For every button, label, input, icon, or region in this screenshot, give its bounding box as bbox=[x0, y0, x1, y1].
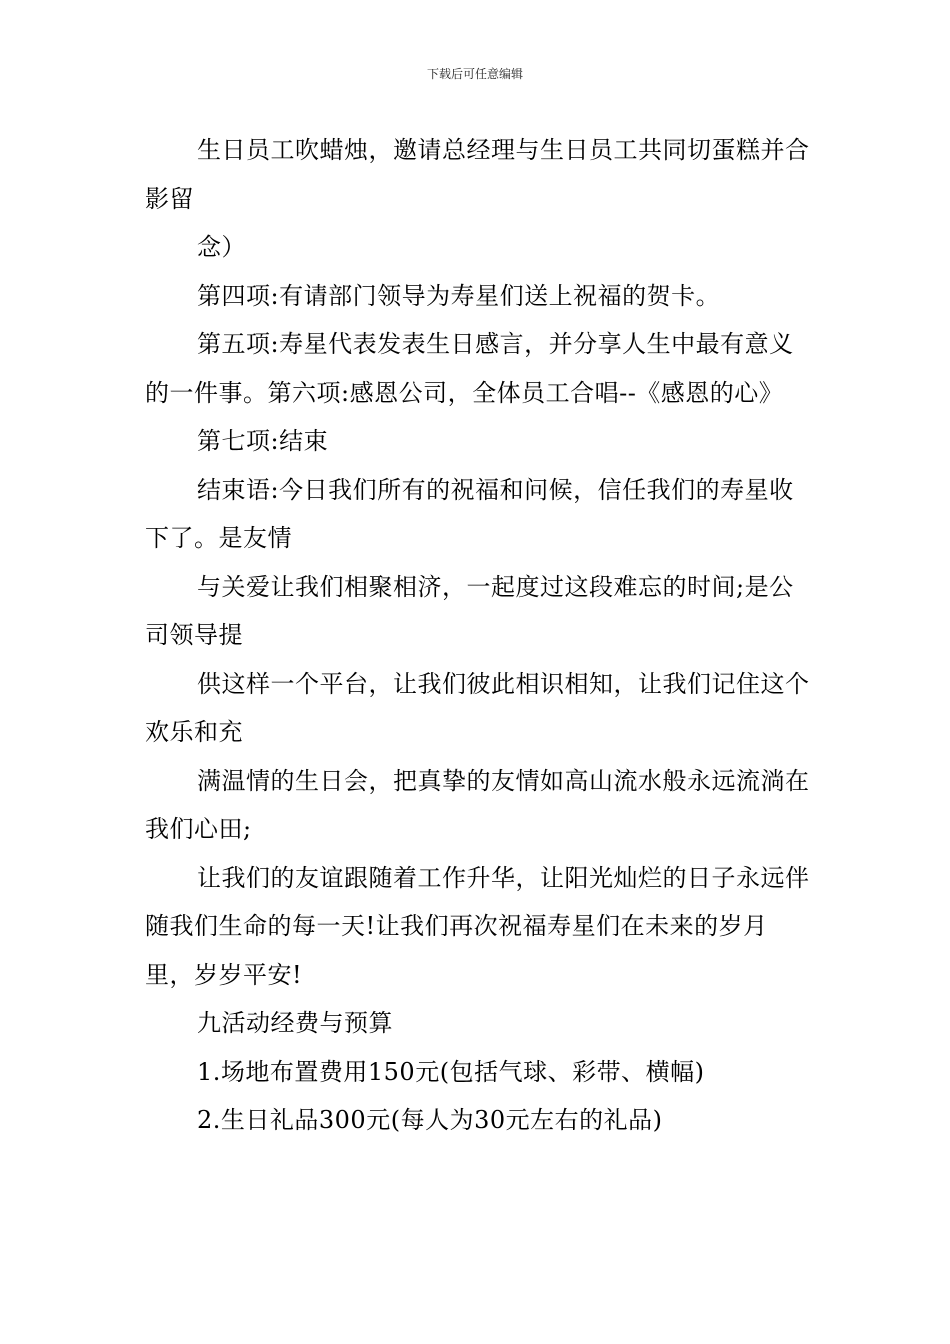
paragraph-cake-photo-end: 念） bbox=[197, 233, 246, 261]
paragraph-item-seven: 第七项:结束 bbox=[197, 427, 329, 455]
paragraph-item-four: 第四项:有请部门领导为寿星们送上祝福的贺卡。 bbox=[197, 281, 721, 310]
page-header-note: 下载后可任意编辑 bbox=[426, 67, 523, 81]
paragraph-closing-2: 与关爱让我们相聚相济，一起度过这段难忘的时间;是公司领导提 bbox=[145, 572, 794, 649]
section-heading-budget: 九活动经费与预算 bbox=[197, 1009, 393, 1037]
budget-item-gifts: 2.生日礼品300元(每人为30元左右的礼品) bbox=[197, 1106, 663, 1134]
paragraph-item-five-six: 第五项:寿星代表发表生日感言，并分享人生中最有意义的一件事。第六项:感恩公司，全体员工合唱--《感恩的心》 bbox=[145, 330, 794, 407]
paragraph-closing-5: 让我们的友谊跟随着工作升华，让阳光灿烂的日子永远伴随我们生命的每一天!让我们再次祝福寿星们在未来的岁月里，岁岁平安! bbox=[145, 863, 810, 989]
paragraph-cake-photo: 生日员工吹蜡烛，邀请总经理与生日员工共同切蛋糕并合影留 bbox=[145, 136, 810, 213]
document-body bbox=[145, 126, 810, 1145]
paragraph-closing-3: 供这样一个平台，让我们彼此相识相知，让我们记住这个欢乐和充 bbox=[145, 669, 810, 746]
paragraph-closing-1: 结束语:今日我们所有的祝福和问候，信任我们的寿星收下了。是友情 bbox=[145, 475, 794, 552]
budget-item-venue: 1.场地布置费用150元(包括气球、彩带、横幅) bbox=[197, 1057, 705, 1086]
paragraph-closing-4: 满温情的生日会，把真挚的友情如高山流水般永远流淌在我们心田; bbox=[145, 766, 810, 843]
